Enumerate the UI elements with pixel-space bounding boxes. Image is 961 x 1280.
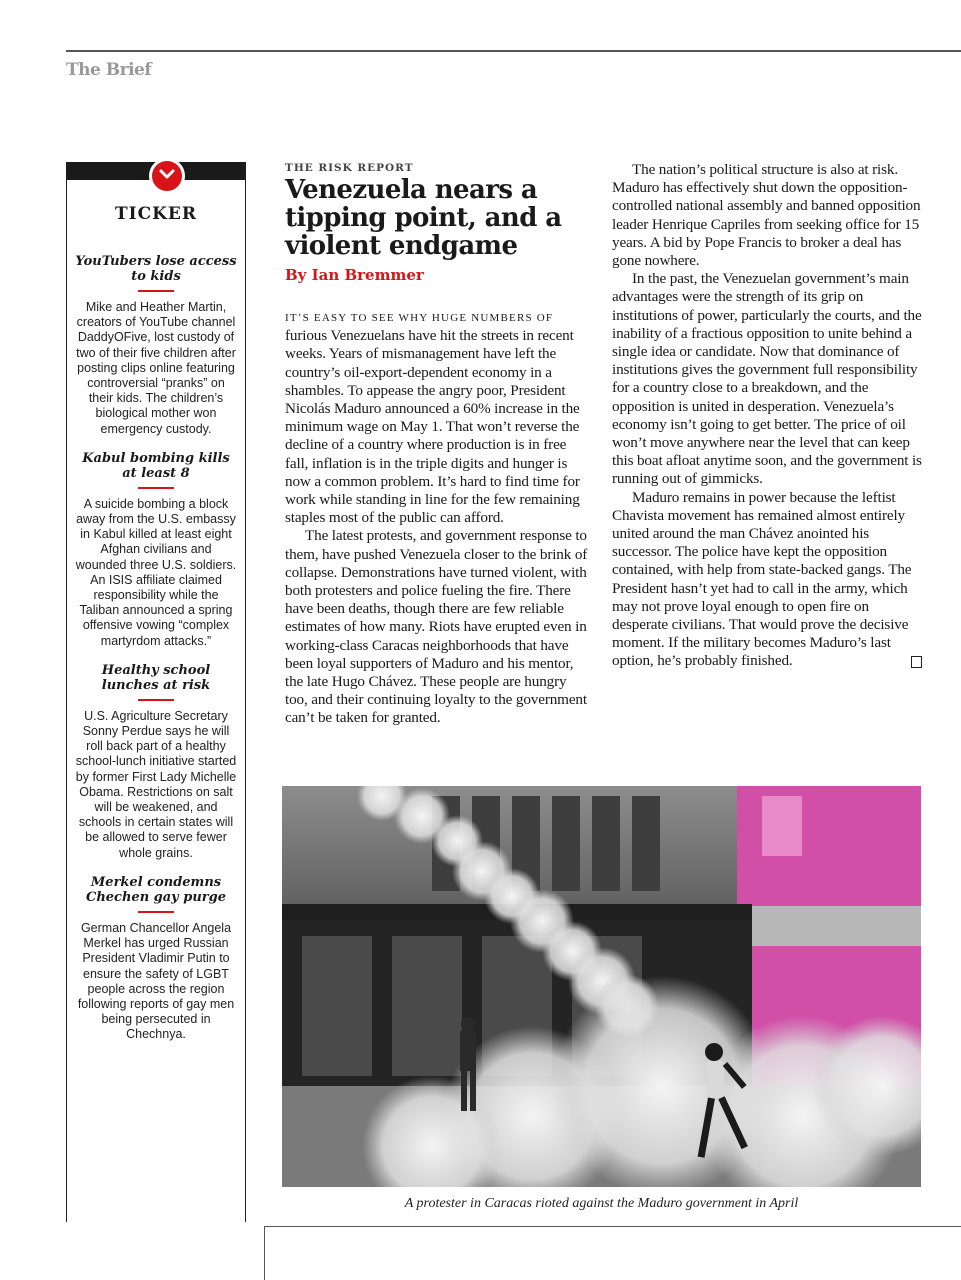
ticker-item-body: U.S. Agriculture Secretary Sonny Perdue says he will roll back part of a healthy school-lunch initiative started by former First Lady Michelle Obama. Restrictions on salt will be weakened, and schools in certain states will be allowed to serve fewer whole grains. bbox=[75, 708, 237, 860]
ticker-item-divider bbox=[138, 911, 174, 913]
photo-caption: A protester in Caracas rioted against the Maduro government in April bbox=[404, 1196, 799, 1211]
end-mark-icon bbox=[911, 656, 922, 668]
article-paragraph-5-text: Maduro remains in power because the leftist Chavista movement has remained almost entirely united around the man Chávez anointed his successor. The police have kept the opposition contained, with help from state-backed gangs. The President hasn’t yet had to call in the army, which may not prove loyal enough to open fire on desperate civilians. That would prove the decisive moment. If the military becomes Maduro’s last option, he’s probably finished. bbox=[612, 488, 912, 670]
ticker-item bbox=[75, 254, 237, 437]
ticker-item-headline: Healthy school lunches at risk bbox=[101, 662, 211, 693]
ticker-list bbox=[75, 254, 237, 1057]
article-paragraph-5 bbox=[612, 489, 922, 671]
ticker-item-divider bbox=[138, 699, 174, 701]
ticker-item-divider bbox=[138, 487, 174, 489]
ticker-item bbox=[75, 663, 237, 861]
bottom-rule bbox=[264, 1226, 961, 1227]
ticker-item bbox=[75, 875, 237, 1043]
ticker-item-body: Mike and Heather Martin, creators of YouTube channel DaddyOFive, lost custody of two of their five children after posting clips online featuring controversial “pranks” on their kids. The children’s biological mother won emergency custody. bbox=[76, 300, 236, 436]
article-kicker: THE RISK REPORT bbox=[285, 162, 414, 174]
ticker-item-divider bbox=[138, 290, 174, 292]
bottom-vertical-rule bbox=[264, 1226, 265, 1280]
ticker-item-body: A suicide bombing a block away from the U.S. embassy in Kabul killed at least eight Afghan civilians and wounded three U.S. soldiers. An ISIS affiliate claimed responsibility while the Taliban announced a spring offensive vowing “complex martyrdom attacks.” bbox=[75, 496, 237, 648]
article-byline: By Ian Bremmer bbox=[285, 266, 424, 284]
article-paragraph-1 bbox=[285, 308, 590, 527]
ticker-item-body: German Chancellor Angela Merkel has urged Russian President Vladimir Putin to ensure the safety of LGBT people across the region following reports of gay men being persecuted in Chechnya. bbox=[77, 920, 235, 1042]
ticker-title: TICKER bbox=[115, 204, 197, 224]
chevron-down-icon bbox=[149, 158, 185, 194]
top-rule bbox=[66, 50, 961, 52]
ticker-item-headline: Merkel condemns Chechen gay purge bbox=[85, 874, 227, 905]
ticker-item-headline: YouTubers lose access to kids bbox=[75, 254, 237, 284]
ticker-sidebar bbox=[66, 162, 246, 1222]
article-headline: Venezuela nears a tipping point, and a violent endgame bbox=[285, 175, 562, 261]
article-photo bbox=[282, 786, 921, 1187]
article-paragraph-1-text: furious Venezuelans have hit the streets in recent weeks. Years of mismanagement have left the country’s oil-export-dependent economy in a shambles. To appease the angry poor, President Nicolás Maduro announced a 60% increase in the minimum wage on May 1. That won’t reverse the decline of a country where production is in free fall, inflation is in the triple digits and hunger is now a common problem. It’s hard to find time for work while standing in line for the few remaining staples most of the public can afford. bbox=[285, 327, 580, 527]
protest-photo-illustration bbox=[282, 786, 921, 1187]
article-column-1 bbox=[285, 308, 590, 728]
article-lead-in: IT’S EASY TO SEE WHY HUGE NUMBERS OF bbox=[285, 312, 554, 324]
ticker-item-headline: Kabul bombing kills at least 8 bbox=[82, 450, 230, 481]
article-paragraph-2: The latest protests, and government response to them, have pushed Venezuela closer to the brink of collapse. Demonstrations have turned violent, with both protesters and police fueling the fire. There have been deaths, though there are few reliable estimates of how many. Riots have erupted even in working-class Caracas neighborhoods that have been loyal supporters of Maduro and his mentor, the late Hugo Chávez. These people are hungry too, and their continuing loyalty to the government can’t be taken for granted. bbox=[285, 527, 588, 727]
article-paragraph-3: The nation’s political structure is also at risk. Maduro has effectively shut down the opposition-controlled national assembly and banned opposition leader Henrique Capriles from seeking office for 15 years. A bid by Pope Francis to broker a deal has gone nowhere. bbox=[612, 161, 921, 270]
section-label: The Brief bbox=[66, 60, 152, 80]
article-column-2 bbox=[612, 161, 922, 671]
ticker-item bbox=[75, 451, 237, 649]
article-paragraph-4: In the past, the Venezuelan government’s main advantages were the strength of its grip on institutions of power, particularly the courts, and the inability of a fractious opposition to unite behind a single idea or candidate. Now that dominance of institutions gives the government full responsibility for a country close to a breakdown, and the opposition is united in desperation. Venezuela’s economy isn’t going to get better. The price of oil won’t move anywhere near the level that can keep this boat afloat anytime soon, and the government is running out of gimmicks. bbox=[612, 270, 922, 488]
